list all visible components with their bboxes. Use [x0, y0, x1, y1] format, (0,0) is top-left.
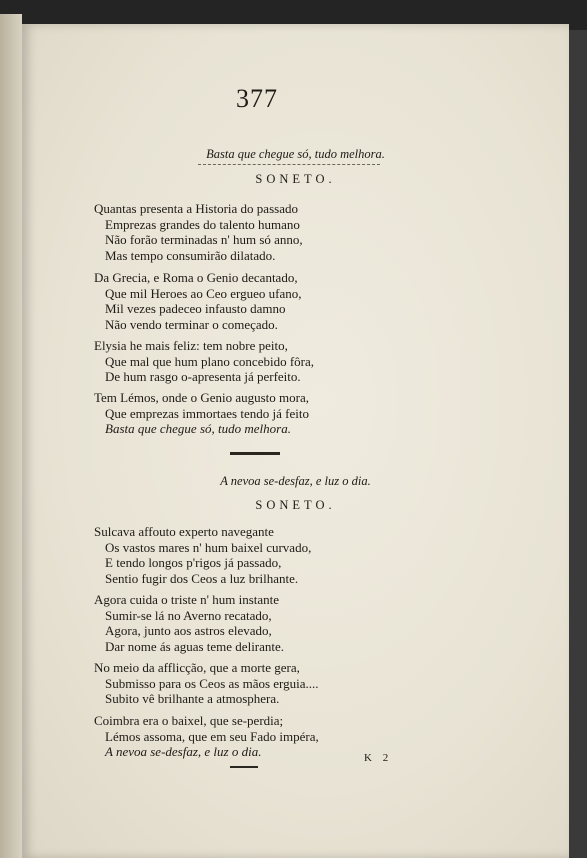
- end-rule: [230, 766, 258, 768]
- poem2-stanza-2: [94, 592, 284, 654]
- poem2-stanza-1: [94, 524, 311, 586]
- poem2-epigraph: A nevoa se-desfaz, e luz o dia.: [220, 474, 371, 488]
- verse-line: Submisso para os Ceos as mãos erguia....: [105, 675, 319, 691]
- verse-line: Agora, junto aos astros elevado,: [105, 623, 272, 638]
- background-edge: [569, 30, 587, 858]
- verse-line: Os vastos mares n' hum baixel curvado,: [105, 539, 312, 555]
- section-divider: [230, 452, 280, 455]
- verse-line: De hum rasgo o-apresenta já perfeito.: [105, 369, 301, 384]
- verse-line: Quantas presenta a Historia do passado: [94, 201, 298, 216]
- verse-line: E tendo longos p'rigos já passado,: [105, 555, 282, 570]
- poem1-stanza-1: [94, 201, 303, 263]
- verse-line: Que mil Heroes ao Ceo ergueo ufano,: [105, 285, 302, 301]
- epigraph-rule: [198, 164, 380, 165]
- verse-line: Dar nome ás aguas teme delirante.: [105, 638, 285, 654]
- verse-line: Mil vezes padeceo infausto damno: [105, 301, 286, 316]
- book-page: [22, 24, 569, 858]
- verse-line: Sentio fugir dos Ceos a luz brilhante.: [105, 570, 299, 586]
- verse-line: Sumir-se lá no Averno recatado,: [105, 607, 272, 623]
- poem2-stanza-4: [94, 713, 319, 760]
- verse-line: Agora cuida o triste n' hum instante: [94, 592, 280, 607]
- poem1-epigraph: Basta que chegue só, tudo melhora.: [206, 147, 385, 161]
- verse-line: Coimbra era o baixel, que se-perdia;: [94, 713, 284, 728]
- poem1-stanza-4: [94, 390, 309, 437]
- verse-line: Basta que chegue só, tudo melhora.: [105, 421, 291, 436]
- verse-line: Emprezas grandes do talento humano: [105, 216, 300, 232]
- verse-line: Mas tempo consumirão dilatado.: [105, 247, 276, 263]
- page-number: 377: [236, 84, 278, 113]
- printer-signature: K 2: [364, 752, 393, 764]
- verse-line: Não vendo terminar o começado.: [105, 316, 278, 332]
- verse-line: Lémos assoma, que em seu Fado impéra,: [105, 728, 319, 744]
- verse-line: No meio da afflicção, que a morte gera,: [94, 660, 300, 675]
- verse-line: A nevoa se-desfaz, e luz o dia.: [105, 744, 262, 759]
- verse-line: Elysia he mais feliz: tem nobre peito,: [94, 338, 288, 353]
- verse-line: Tem Lémos, onde o Genio augusto mora,: [94, 390, 309, 405]
- verse-line: Que emprezas immortaes tendo já feito: [105, 405, 309, 421]
- verse-line: Subito vê brilhante a atmosphera.: [105, 691, 280, 706]
- verse-line: Da Grecia, e Roma o Genio decantado,: [94, 270, 298, 285]
- verse-line: Não forão terminadas n' hum só anno,: [105, 232, 303, 247]
- poem2-heading: SONETO.: [255, 498, 336, 512]
- poem1-heading: SONETO.: [255, 172, 336, 186]
- verse-line: Sulcava affouto experto navegante: [94, 524, 274, 539]
- poem1-stanza-2: [94, 270, 302, 332]
- poem1-stanza-3: [94, 338, 314, 385]
- facing-page-edge: [0, 14, 22, 858]
- verse-line: Que mal que hum plano concebido fôra,: [105, 353, 315, 369]
- poem2-stanza-3: [94, 660, 319, 707]
